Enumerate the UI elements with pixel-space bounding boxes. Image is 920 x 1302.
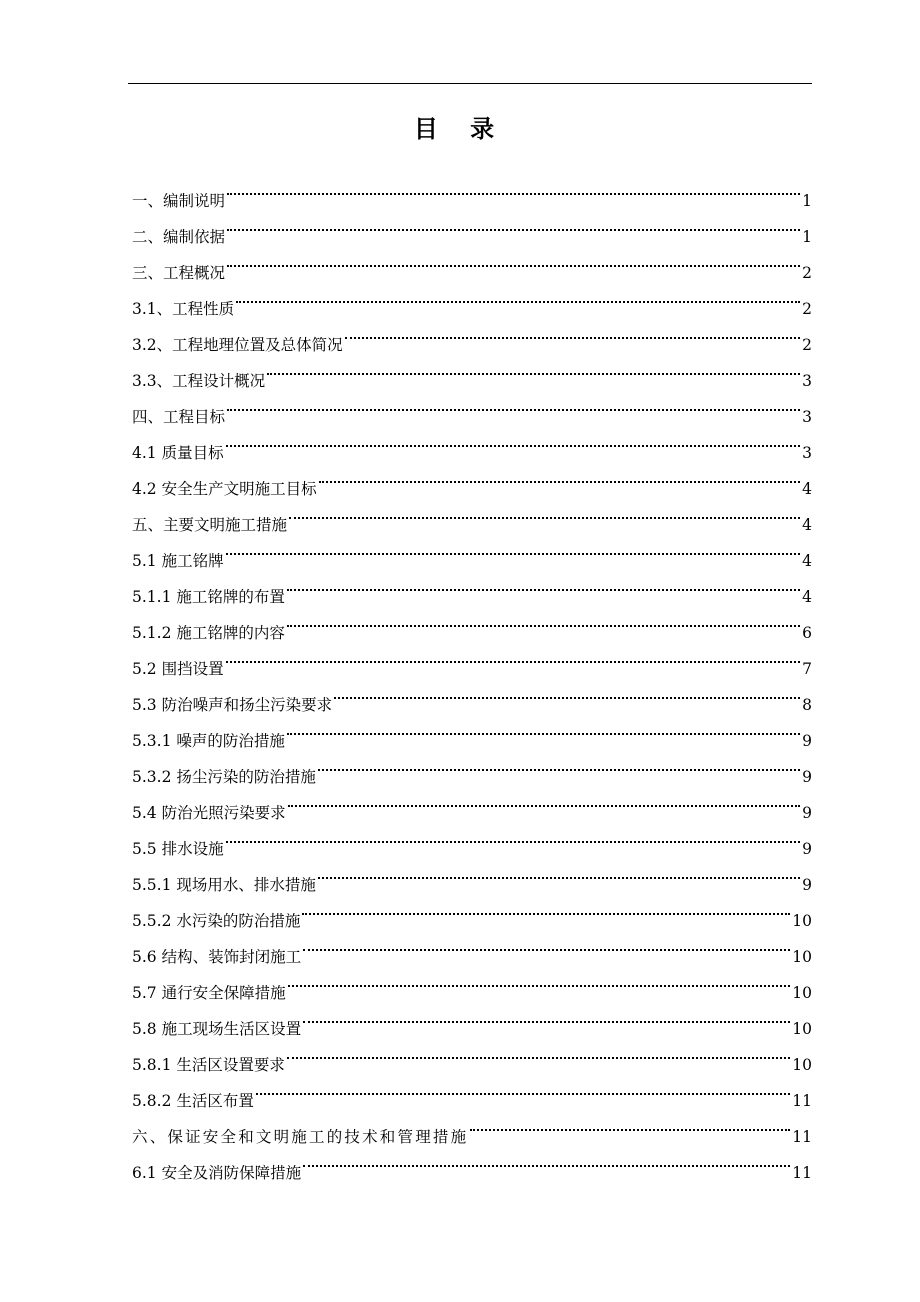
toc-entry-page-number: 7 (802, 660, 812, 678)
toc-entry-label: 二、编制依据 (132, 228, 226, 246)
toc-entry-page-number: 10 (792, 1056, 812, 1074)
toc-entry-page-number: 1 (802, 228, 812, 246)
toc-entry-label: 五、主要文明施工措施 (132, 516, 288, 534)
toc-entry-label: 5.1.1 施工铭牌的布置 (132, 588, 285, 606)
toc-entry-label: 5.4 防治光照污染要求 (132, 804, 286, 822)
toc-entry-label: 3.2、工程地理位置及总体简况 (132, 336, 343, 354)
toc-dot-leader (303, 926, 790, 962)
toc-dot-leader (319, 458, 801, 494)
toc-entry-page-number: 9 (802, 768, 812, 786)
toc-entry-page-number: 9 (802, 876, 812, 894)
toc-entry-label: 5.5 排水设施 (132, 840, 224, 858)
toc-entry-label: 四、工程目标 (132, 408, 226, 426)
toc-entry-page-number: 4 (802, 588, 812, 606)
toc-entry-page-number: 4 (802, 552, 812, 570)
toc-dot-leader (267, 350, 800, 386)
toc-dot-leader (227, 206, 800, 242)
toc-entry-page-number: 3 (802, 372, 812, 390)
toc-entry[interactable] (132, 530, 812, 570)
toc-dot-leader (287, 602, 800, 638)
toc-dot-leader (334, 674, 800, 710)
toc-entry-label: 5.3 防治噪声和扬尘污染要求 (132, 696, 333, 714)
toc-dot-leader (227, 242, 800, 278)
toc-dot-leader (287, 566, 800, 602)
toc-entry-page-number: 4 (802, 516, 812, 534)
toc-entry-page-number: 2 (802, 336, 812, 354)
toc-entry-label: 5.3.1 噪声的防治措施 (132, 732, 285, 750)
toc-dot-leader (226, 530, 801, 566)
toc-entry-label: 5.1 施工铭牌 (132, 552, 224, 570)
toc-entry-label: 三、工程概况 (132, 264, 226, 282)
toc-dot-leader (287, 710, 800, 746)
toc-entry-page-number: 11 (792, 1128, 812, 1146)
toc-entry-page-number: 11 (792, 1092, 812, 1110)
toc-entry[interactable] (132, 818, 812, 858)
toc-title: 目 录 (413, 114, 507, 143)
toc-dot-leader (288, 962, 791, 998)
toc-dot-leader (318, 746, 800, 782)
toc-entry-label: 5.8.1 生活区设置要求 (132, 1056, 285, 1074)
toc-entry-page-number: 8 (802, 696, 812, 714)
toc-entry-page-number: 10 (792, 984, 812, 1002)
toc-dot-leader (287, 1034, 790, 1070)
toc-dot-leader (289, 494, 800, 530)
toc-entry-page-number: 10 (792, 1020, 812, 1038)
toc-entry[interactable] (132, 566, 812, 606)
toc-entry-label: 6.1 安全及消防保障措施 (132, 1164, 302, 1182)
toc-entry-page-number: 9 (802, 732, 812, 750)
toc-entry-page-number: 2 (802, 300, 812, 318)
toc-entry-label: 5.7 通行安全保障措施 (132, 984, 286, 1002)
toc-entry-page-number: 4 (802, 480, 812, 498)
toc-entry-label: 5.5.1 现场用水、排水措施 (132, 876, 316, 894)
toc-entry[interactable] (132, 854, 812, 894)
toc-entry-page-number: 3 (802, 408, 812, 426)
toc-entry[interactable] (132, 206, 812, 246)
toc-entry-label: 5.2 围挡设置 (132, 660, 224, 678)
toc-entry-page-number: 6 (802, 624, 812, 642)
toc-dot-leader (302, 890, 790, 926)
toc-entry-label: 5.1.2 施工铭牌的内容 (132, 624, 285, 642)
toc-entry[interactable] (132, 242, 812, 282)
toc-dot-leader (226, 818, 801, 854)
toc-entry-label: 5.8 施工现场生活区设置 (132, 1020, 302, 1038)
toc-entry-page-number: 10 (792, 912, 812, 930)
toc-entry-label: 六、保证安全和文明施工的技术和管理措施 (132, 1128, 469, 1146)
toc-entry-page-number: 2 (802, 264, 812, 282)
toc-entry-label: 5.3.2 扬尘污染的防治措施 (132, 768, 316, 786)
toc-entry-label: 3.1、工程性质 (132, 300, 235, 318)
toc-dot-leader (318, 854, 800, 890)
toc-dot-leader (303, 998, 790, 1034)
toc-entry-label: 一、编制说明 (132, 192, 226, 210)
toc-entry[interactable] (132, 638, 812, 678)
toc-entry-page-number: 10 (792, 948, 812, 966)
toc-entry-page-number: 1 (802, 192, 812, 210)
toc-entry-label: 5.5.2 水污染的防治措施 (132, 912, 301, 930)
toc-entry-label: 5.6 结构、装饰封闭施工 (132, 948, 302, 966)
toc-dot-leader (345, 314, 800, 350)
toc-entry[interactable] (132, 170, 812, 210)
toc-dot-leader (288, 782, 801, 818)
toc-dot-leader (226, 422, 801, 458)
toc-dot-leader (227, 170, 800, 206)
toc-entry[interactable] (132, 278, 812, 318)
toc-entry[interactable] (132, 422, 812, 462)
toc-list (132, 170, 812, 1182)
toc-entry-page-number: 3 (802, 444, 812, 462)
toc-entry-label: 4.1 质量目标 (132, 444, 224, 462)
header-rule (128, 83, 812, 84)
toc-entry[interactable] (132, 458, 812, 498)
toc-entry-label: 5.8.2 生活区布置 (132, 1092, 254, 1110)
toc-dot-leader (226, 638, 801, 674)
toc-entry-page-number: 11 (792, 1164, 812, 1182)
toc-dot-leader (256, 1070, 790, 1106)
toc-dot-leader (227, 386, 800, 422)
toc-entry-page-number: 9 (802, 840, 812, 858)
toc-entry[interactable] (132, 386, 812, 426)
toc-dot-leader (303, 1142, 790, 1178)
toc-entry-label: 3.3、工程设计概况 (132, 372, 266, 390)
toc-entry[interactable] (132, 674, 812, 714)
toc-dot-leader (470, 1106, 790, 1142)
toc-entry-page-number: 9 (802, 804, 812, 822)
toc-entry-label: 4.2 安全生产文明施工目标 (132, 480, 317, 498)
toc-dot-leader (236, 278, 800, 314)
